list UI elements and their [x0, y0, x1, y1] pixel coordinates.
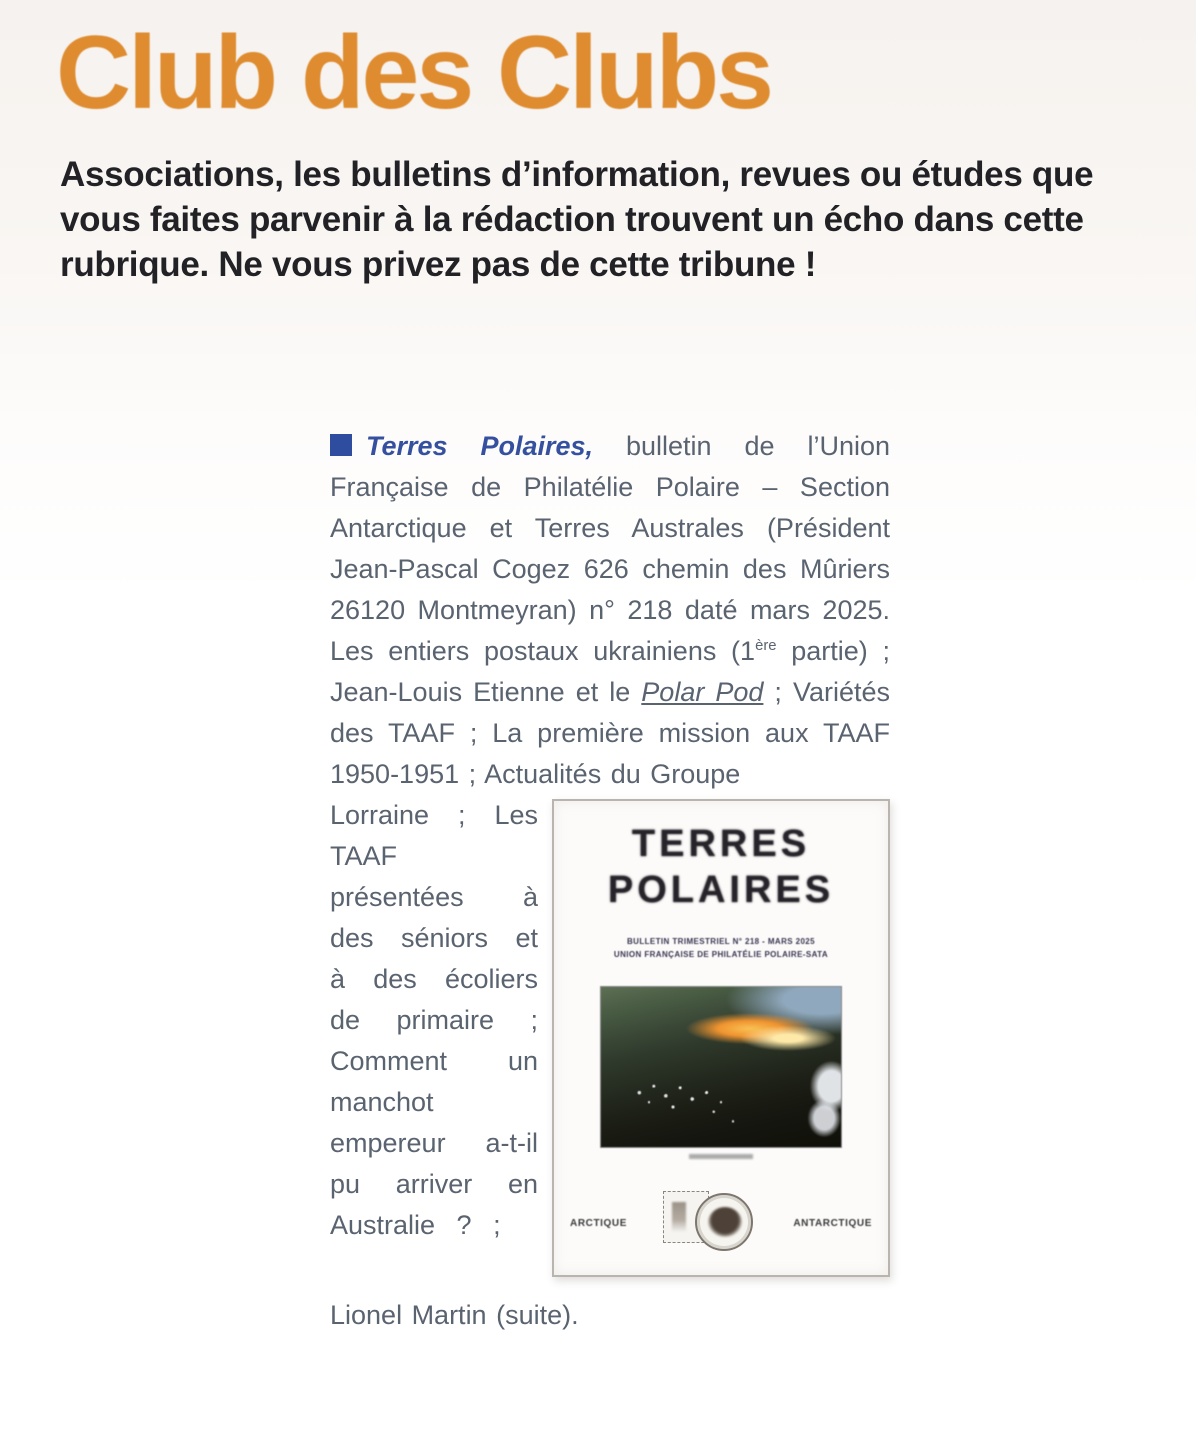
seal-circle-icon	[695, 1193, 753, 1251]
bulletin-cover	[552, 799, 890, 1277]
cover-subtitle	[554, 935, 888, 961]
article-terres-polaires	[330, 426, 890, 1336]
article-part-b	[330, 795, 890, 1336]
cover-photo-landscape	[601, 987, 841, 1147]
cover-subtitle-line2: UNION FRANÇAISE DE PHILATÉLIE POLAIRE-SATA	[613, 950, 829, 959]
cover-photo-caption	[689, 1154, 753, 1159]
article-body-5: Lionel Martin (suite).	[330, 1300, 579, 1330]
stamp-seal-icon	[651, 1187, 769, 1259]
cover-subtitle-line1: BULLETIN TRIMESTRIEL N° 218 - MARS 2025	[626, 937, 815, 946]
cover-title-line2: POLAIRES	[607, 869, 835, 911]
cover-footer	[554, 1187, 888, 1259]
polar-pod-title: Polar Pod	[641, 677, 764, 707]
page-title: Club des Clubs	[56, 15, 771, 131]
cover-title	[554, 821, 888, 913]
article-ordinal-sup: ère	[755, 638, 777, 654]
intro-paragraph: Associations, les bulletins d’information, revues ou études que vous faites parvenir à la rédaction trouvent un écho dans cette rubrique. Ne vous privez pas de cette tribune !	[60, 155, 1094, 284]
article-body-3: ; Variétés des TAAF ; La première mission aux TAAF 1950-1951 ; Actualités du Groupe	[330, 677, 890, 789]
cover-title-line1: TERRES	[631, 823, 811, 865]
article-body-2: partie) ; Jean-Louis Etienne et le	[330, 636, 890, 707]
bullet-square-icon	[330, 434, 352, 456]
article-body-1: bulletin de l’Union Française de Philatélie Polaire – Section Antarctique et Terres Australes (Président Jean-Pascal Cogez 626 chemin des Mûriers 26120 Montmeyran) n° 218 daté mars 2025. Les entiers postaux ukrainiens (1	[330, 431, 891, 666]
article-part-a	[330, 426, 890, 795]
cover-footer-arctique-label: ARCTIQUE	[570, 1217, 628, 1229]
article-body-4: Lorraine ; Les TAAF présentées à des séniors et à des écoliers de primaire ; Comment un manchot empereur a-t-il pu arriver en Australie ? ;	[330, 800, 538, 1240]
article-lead-title: Terres Polaires,	[366, 431, 594, 461]
cover-footer-antarctique-label: ANTARCTIQUE	[793, 1217, 872, 1229]
